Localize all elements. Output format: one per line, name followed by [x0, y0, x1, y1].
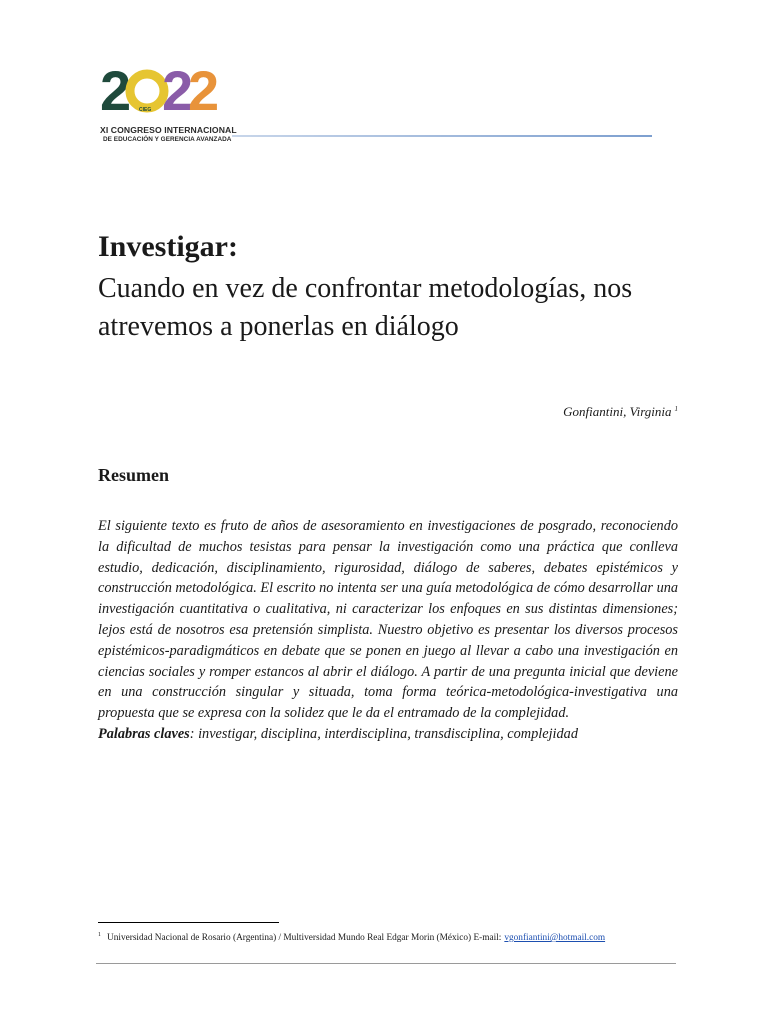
header-divider [232, 135, 652, 137]
footnote-text: Universidad Nacional de Rosario (Argentina) / Multiversidad Mundo Real Edgar Morin (México) E-mail: [107, 933, 502, 944]
logo-badge-text: CIEG [139, 107, 152, 113]
logo-2022-graphic [100, 62, 220, 114]
paper-subtitle: Cuando en vez de confrontar metodologías, nos atrevemos a ponerlas en diálogo [98, 273, 633, 342]
logo-digit-2a: 2 [100, 62, 132, 114]
logo-congress-name: XI CONGRESO INTERNACIONAL [100, 125, 237, 135]
footnote-separator [98, 922, 279, 923]
logo-digit-2b: 2 [162, 62, 194, 114]
page-bottom-rule [96, 963, 676, 964]
author-footnote-marker: 1 [674, 404, 678, 413]
keywords-label: Palabras claves [98, 726, 190, 742]
author-name: Gonfiantini, Virginia [563, 404, 672, 419]
footnote [98, 932, 605, 943]
abstract-text: El siguiente texto es fruto de años de asesoramiento en investigaciones de posgrado, reconociendo la dificultad de muchos tesistas para pensar la investigación como una práctica que conlleva estudio, dedicación, disciplinamiento, rigurosidad, diálogo de saberes, debates epistémicos y construcción metodológica. El escrito no intenta ser una guía metodológica de cómo desarrollar una investigación cuantitativa o cualitativa, ni caracterizar los enfoques en sus distintas dimensiones; lejos está de nosotros esa pretensión simplista. Nuestro objetivo es presentar los diversos procesos epistémicos-paradigmáticos en debate que se ponen en juego al llevar a cabo una investigación en ciencias sociales y romper estancos al abrir el diálogo. A partir de una pregunta inicial que deviene en una construcción singular y situada, toma forma teórica-metodológica-investigativa una propuesta que se expresa con la solidez que le da el entramado de la complejidad. [98, 518, 679, 722]
congress-logo [100, 62, 240, 148]
section-heading-resumen: Resumen [98, 465, 169, 485]
footnote-email-link[interactable]: vgonfiantini@hotmail.com [504, 933, 606, 944]
author-line [563, 404, 678, 420]
keywords-line [98, 726, 678, 743]
logo-congress-subtitle: DE EDUCACIÓN Y GERENCIA AVANZADA [103, 136, 232, 143]
footnote-number: 1 [98, 932, 101, 938]
logo-digit-2c: 2 [188, 62, 220, 114]
keywords-list: : investigar, disciplina, interdisciplina, transdisciplina, complejidad [189, 726, 578, 742]
logo-digit-0-ring [130, 74, 164, 108]
paper-title: Investigar: [98, 230, 238, 263]
